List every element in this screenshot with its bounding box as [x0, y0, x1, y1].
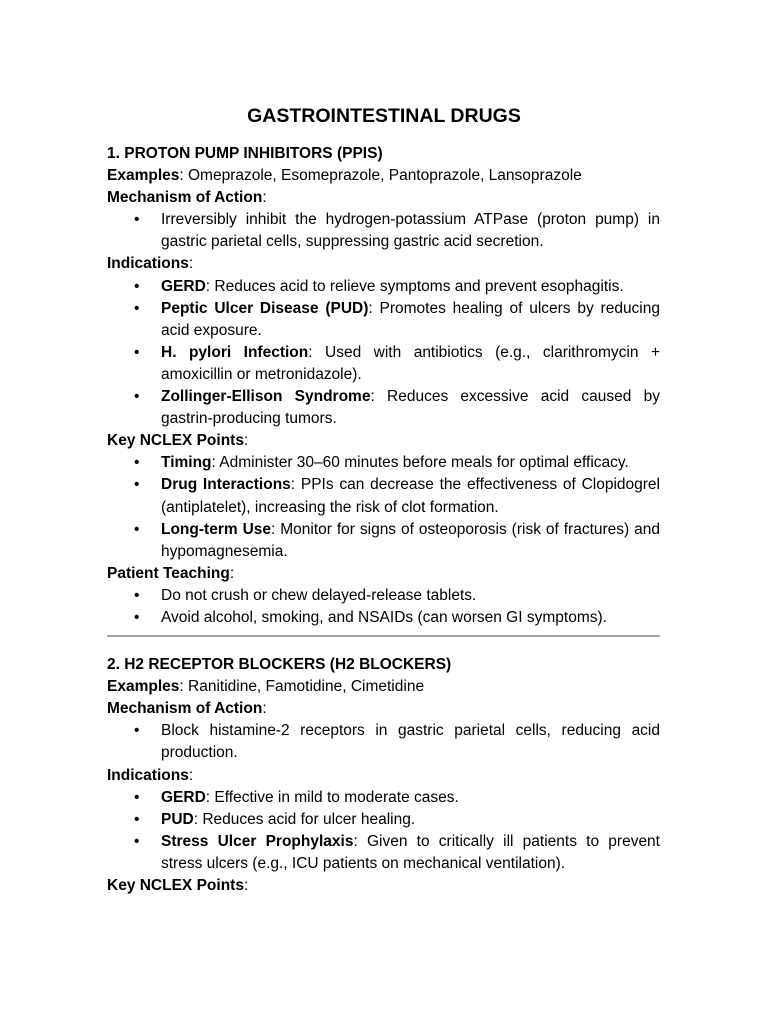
list-item — [107, 452, 660, 474]
list-item — [107, 342, 660, 386]
nclex-label: Key NCLEX Points — [107, 432, 244, 450]
list-item — [107, 276, 660, 298]
ppi-moa-heading: Mechanism of Action: — [107, 189, 267, 207]
list-item — [107, 298, 660, 342]
list-item-text: : Reduces acid to relieve symptoms and prevent esophagitis. — [205, 277, 624, 295]
teaching-label: Patient Teaching — [107, 564, 230, 582]
list-item-term: GERD — [161, 788, 206, 806]
list-item-text: Irreversibly inhibit the hydrogen-potassium ATPase (proton pump) in gastric parietal cells, suppressing gastric acid secretion. — [161, 211, 660, 251]
h2-moa-heading: Mechanism of Action: — [107, 700, 267, 718]
examples-label: Examples — [107, 167, 180, 185]
bullet-icon: • — [134, 476, 140, 494]
list-item-term: Timing — [161, 454, 212, 472]
section-divider — [107, 635, 660, 637]
document-title: GASTROINTESTINAL DRUGS — [247, 105, 521, 127]
bullet-icon: • — [134, 832, 140, 850]
list-item-text: : Reduces acid for ulcer healing. — [193, 810, 416, 828]
list-item-text: Avoid alcohol, smoking, and NSAIDs (can worsen GI symptoms). — [161, 608, 607, 626]
section-heading-ppis: 1. PROTON PUMP INHIBITORS (PPIS) — [107, 145, 383, 162]
list-item-text: : Administer 30–60 minutes before meals for optimal efficacy. — [211, 454, 629, 472]
list-item-term: Stress Ulcer Prophylaxis — [161, 832, 354, 850]
bullet-icon: • — [134, 299, 140, 317]
list-item — [107, 585, 660, 607]
list-item-term: H. pylori Infection — [161, 343, 309, 361]
list-item-term: PUD — [161, 810, 194, 828]
ppi-teaching-heading: Patient Teaching: — [107, 564, 235, 582]
bullet-icon: • — [134, 788, 140, 806]
bullet-icon: • — [134, 722, 140, 740]
examples-label: Examples — [107, 678, 180, 696]
list-item — [107, 831, 660, 875]
bullet-icon: • — [134, 608, 140, 626]
list-item-text: : Given to critically ill patients to prevent stress ulcers (e.g., ICU patients on mechanical ventilation). — [161, 832, 660, 872]
examples-text: : Omeprazole, Esomeprazole, Pantoprazole, Lansoprazole — [179, 167, 582, 185]
list-item-term: Peptic Ulcer Disease (PUD) — [161, 299, 369, 317]
list-item — [107, 809, 660, 831]
moa-label: Mechanism of Action — [107, 700, 263, 718]
list-item — [107, 209, 660, 253]
list-item-text: : Used with antibiotics (e.g., clarithromycin + amoxicillin or metronidazole). — [161, 343, 661, 383]
list-item-term: Zollinger-Ellison Syndrome — [161, 388, 371, 406]
bullet-icon: • — [134, 277, 140, 295]
ppi-indications-heading: Indications: — [107, 255, 194, 273]
bullet-icon: • — [134, 388, 140, 406]
list-item — [107, 386, 660, 430]
list-item-text: Block histamine-2 receptors in gastric parietal cells, reducing acid production. — [161, 722, 660, 762]
list-item — [107, 519, 660, 563]
bullet-icon: • — [134, 586, 140, 604]
list-item-term: Long-term Use — [161, 520, 271, 538]
list-item — [107, 474, 660, 518]
examples-text: : Ranitidine, Famotidine, Cimetidine — [179, 678, 425, 696]
list-item-term: GERD — [161, 277, 206, 295]
list-item — [107, 787, 660, 809]
document-body — [107, 143, 660, 897]
list-item-text: : Monitor for signs of osteoporosis (risk of fractures) and hypomagnesemia. — [161, 520, 660, 560]
list-item — [107, 607, 660, 629]
list-item-text: Do not crush or chew delayed-release tablets. — [161, 586, 477, 604]
indications-label: Indications — [107, 255, 189, 273]
bullet-icon: • — [134, 343, 140, 361]
ppi-examples — [107, 165, 660, 187]
bullet-icon: • — [134, 454, 140, 472]
h2-indications-heading: Indications: — [107, 766, 194, 784]
list-item-term: Drug Interactions — [161, 476, 291, 494]
h2-nclex-heading: Key NCLEX Points: — [107, 877, 249, 894]
ppi-nclex-heading: Key NCLEX Points: — [107, 432, 249, 450]
indications-label: Indications — [107, 766, 189, 784]
h2-examples — [107, 676, 660, 698]
section-heading-h2-blockers: 2. H2 RECEPTOR BLOCKERS (H2 BLOCKERS) — [107, 656, 452, 674]
bullet-icon: • — [134, 810, 140, 828]
list-item-text: : Reduces excessive acid caused by gastrin-producing tumors. — [161, 388, 660, 428]
list-item-text: : Effective in mild to moderate cases. — [205, 788, 459, 806]
list-item-text: : Promotes healing of ulcers by reducing acid exposure. — [161, 299, 660, 339]
bullet-icon: • — [134, 520, 140, 538]
list-item-text: : PPIs can decrease the effectiveness of Clopidogrel (antiplatelet), increasing the risk of clot formation. — [161, 476, 660, 516]
list-item — [107, 720, 660, 764]
nclex-label: Key NCLEX Points — [107, 877, 244, 894]
moa-label: Mechanism of Action — [107, 189, 263, 207]
bullet-icon: • — [134, 211, 140, 229]
